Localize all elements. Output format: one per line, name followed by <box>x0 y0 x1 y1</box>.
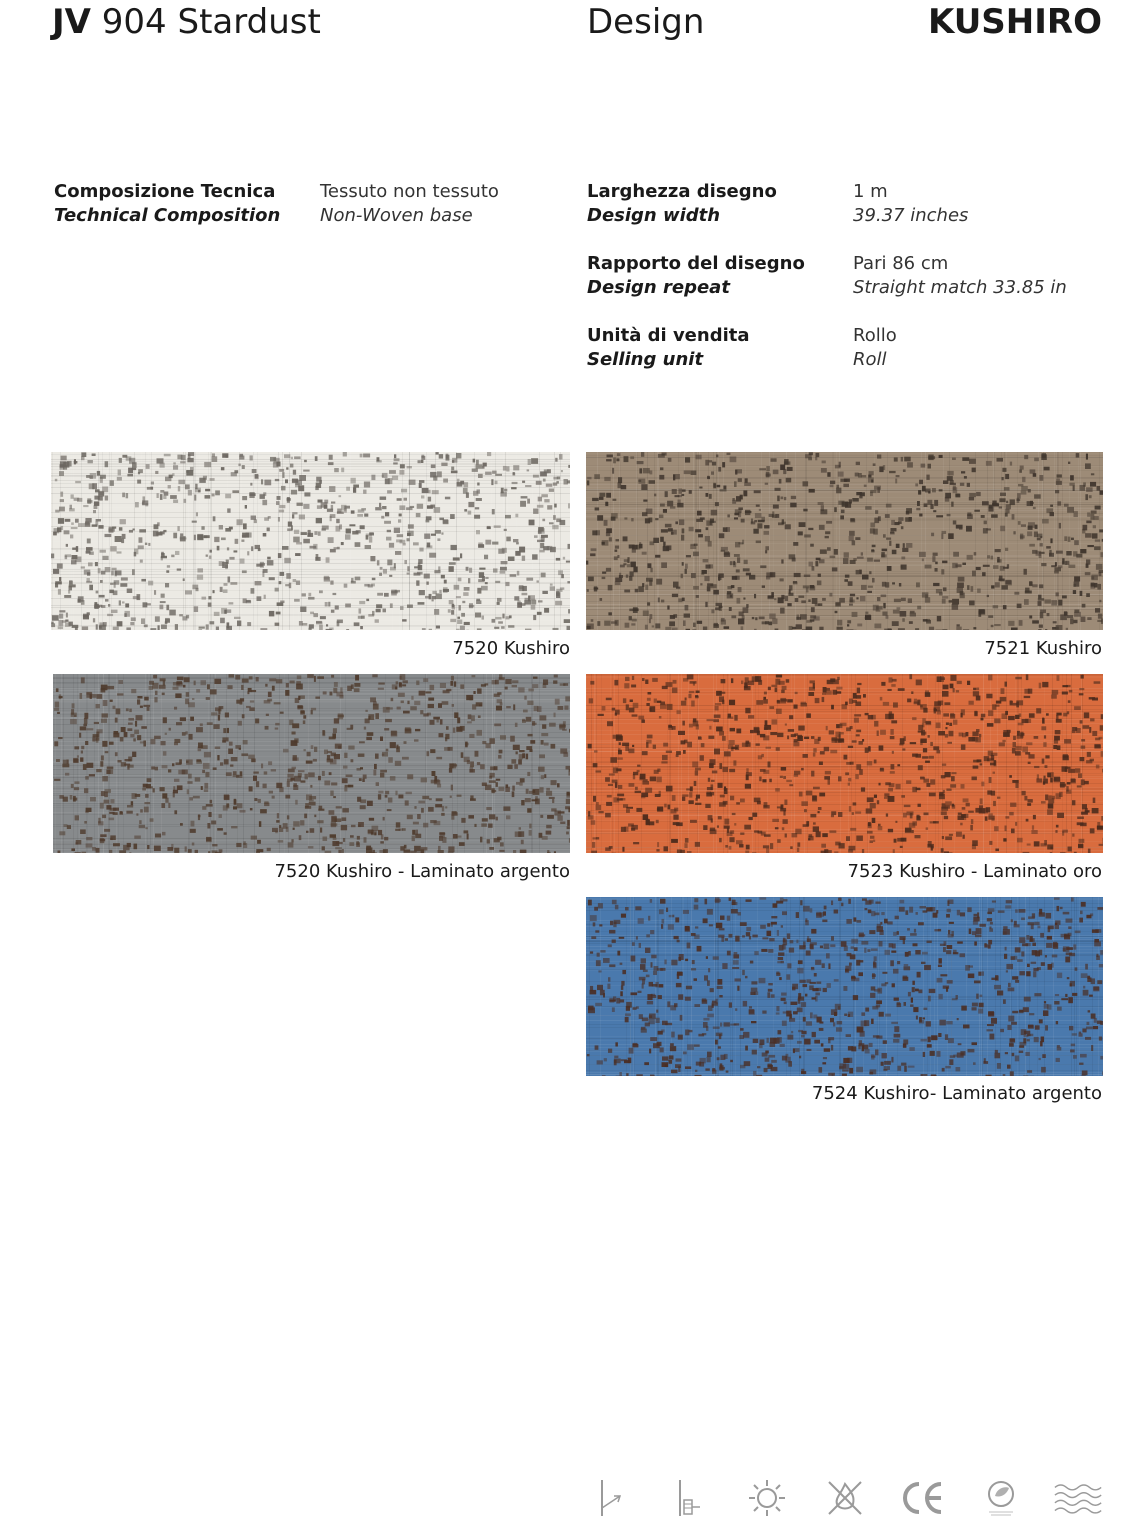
brand-prefix: JV <box>52 2 91 42</box>
swatch-caption: 7521 Kushiro <box>984 638 1102 659</box>
swatch-caption: 7520 Kushiro <box>452 638 570 659</box>
design-name: KUSHIRO <box>927 2 1102 42</box>
certification-icons <box>585 1476 1105 1520</box>
unit-label-en: Selling unit <box>587 349 704 370</box>
water-resistant-icon <box>1053 1476 1105 1520</box>
width-value <box>853 180 968 228</box>
scrubbable-icon <box>663 1476 715 1520</box>
width-value-en: 39.37 inches <box>853 205 969 226</box>
width-label-en: Design width <box>587 205 721 226</box>
swatch-caption: 7520 Kushiro - Laminato argento <box>274 861 570 882</box>
swatch-caption: 7523 Kushiro - Laminato oro <box>847 861 1102 882</box>
fire-rated-icon <box>819 1476 871 1520</box>
width-value-it: 1 m <box>853 181 888 202</box>
composition-value-it: Tessuto non tessuto <box>320 181 499 202</box>
repeat-label-en: Design repeat <box>587 277 730 298</box>
light-fastness-icon <box>741 1476 793 1520</box>
swatch-7520-kushiro-laminato-argento <box>53 674 570 853</box>
repeat-label <box>587 252 805 300</box>
composition-label-it: Composizione Tecnica <box>54 181 276 202</box>
ce-mark-icon <box>897 1476 949 1520</box>
eco-product-icon <box>975 1476 1027 1520</box>
unit-value <box>853 324 897 372</box>
unit-value-en: Roll <box>853 349 887 370</box>
collection-name: 904 Stardust <box>101 2 321 42</box>
unit-value-it: Rollo <box>853 325 897 346</box>
swatch-7524-kushiro-laminato-argento <box>586 897 1103 1076</box>
washable-icon <box>585 1476 637 1520</box>
composition-value-en: Non-Woven base <box>320 205 473 226</box>
swatch-7520-kushiro <box>51 452 570 630</box>
composition-label-en: Technical Composition <box>54 205 281 226</box>
unit-label-it: Unità di vendita <box>587 325 750 346</box>
composition-value <box>320 180 499 228</box>
swatch-7521-kushiro <box>586 452 1103 630</box>
width-label-it: Larghezza disegno <box>587 181 777 202</box>
collection-title <box>52 2 321 42</box>
repeat-value-it: Pari 86 cm <box>853 253 949 274</box>
width-label <box>587 180 777 228</box>
repeat-value <box>853 252 1067 300</box>
unit-label <box>587 324 750 372</box>
swatch-caption: 7524 Kushiro- Laminato argento <box>811 1083 1102 1104</box>
design-label: Design <box>587 2 705 42</box>
composition-label <box>54 180 280 228</box>
repeat-value-en: Straight match 33.85 in <box>853 277 1067 298</box>
swatch-7523-kushiro-laminato-oro <box>586 674 1103 853</box>
repeat-label-it: Rapporto del disegno <box>587 253 805 274</box>
